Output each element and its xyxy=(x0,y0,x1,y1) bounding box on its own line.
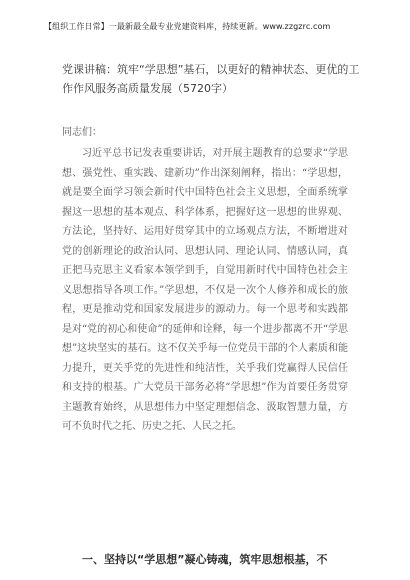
salutation: 同志们： xyxy=(62,127,102,138)
document-title: 党课讲稿：筑牢“学思想”基石，以更好的精神状态、更优的工作作风服务高质量发展（5720字） xyxy=(62,63,360,95)
section-heading: 一、坚持以“学思想”凝心铸魂，筑牢思想根基，不 xyxy=(82,553,328,566)
body-paragraph: 习近平总书记发表重要讲话，对开展主题教育的总要求“学思想、强党性、重实践、建新功”作出深刻阐释，指出：“学思想，就是要全面学习领会新时代中国特色社会主义思想，全面系统掌握这一思想的基本观点、科学体系，把握好这一思想的世界观、方法论，坚持好、运用好贯穿其中的立场观点方法，不断增进对党的创新理论的政治认同、思想认同、理论认同、情感认同，真正把马克思主义看家本领学到手，自觉用新时代中国特色社会主义思想指导各项工作。”学思想，不仅是一次个人修养和成长的旅程，更是推动党和国家发展进步的源动力。每一个思考和实践都是对“党的初心和使命”的延伸和诠释，每一个进步都离不开“学思想”这块坚实的基石。这不仅关乎每一位党员干部的个人素质和能力提升，更关乎党的先进性和纯洁性，关乎我们党赢得人民信任和支持的根基。广大党员干部务必将“学思想”作为首要任务贯穿主题教育始终，从思想伟力中坚定理想信念、汲取智慧力量，方可不负时代之托、历史之托、人民之托。 xyxy=(62,148,348,432)
header-banner: 【组织工作日常】一最新最全最专业党建资料库，持续更新。www.zzgzrc.com xyxy=(44,22,331,31)
